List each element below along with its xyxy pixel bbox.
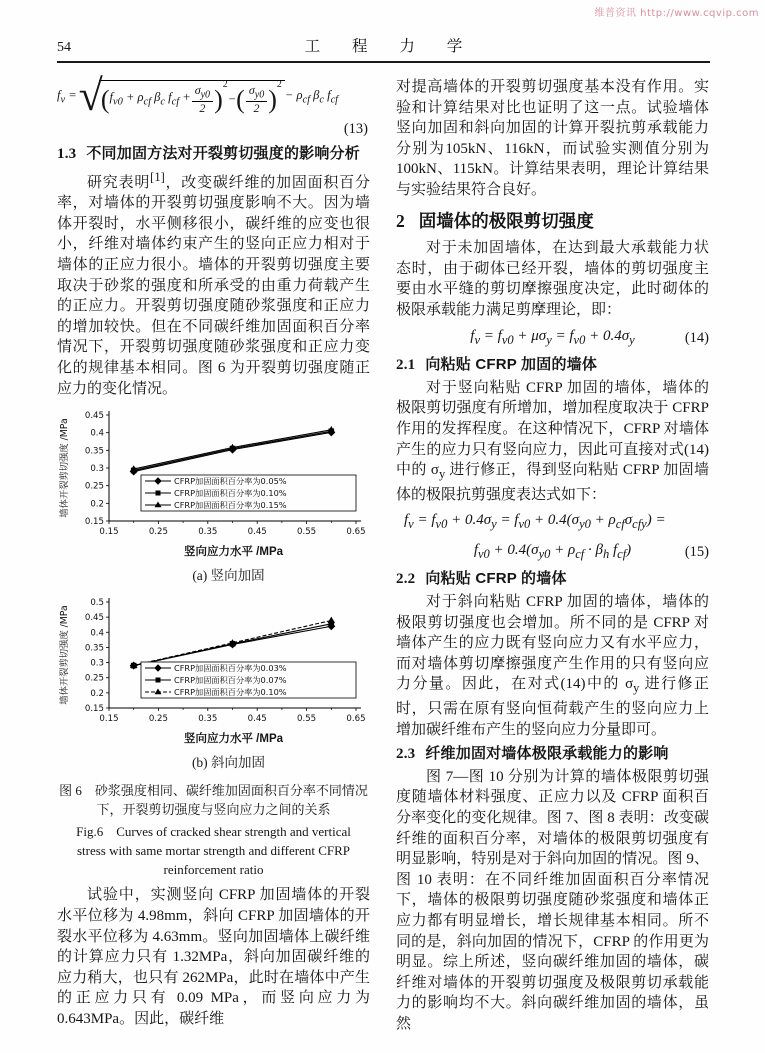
figure-6-caption-zh: 图 6 砂浆强度相同、碳纤维加固面积百分率不同情况下，开裂剪切强度与竖向应力之间的关系 xyxy=(59,783,368,818)
equation-13-number: (13) xyxy=(343,121,368,138)
page-header xyxy=(57,34,710,63)
frac-denominator: 2 xyxy=(253,100,260,115)
section-title: 向粘贴 CFRP 的墙体 xyxy=(425,570,567,588)
frac-numerator: $\sigma_{y0}$ xyxy=(192,84,213,102)
eq13-tail: − $\rho_{cf}$ $\beta_c$ $f_{cf}$ xyxy=(284,87,339,106)
section-title: 固墙体的极限剪切强度 xyxy=(418,210,594,231)
svg-text:0.25: 0.25 xyxy=(148,527,168,538)
paragraph: 研究表明[1]，改变碳纤维的加固面积百分率，对墙体的开裂剪切强度影响不大。因为墙体开裂时，水平侧移很小，碳纤维的应变也很小，纤维对墙体约束产生的竖向正应力相对于墙体的正应力很小。墙体的开裂剪切强度主要取决于砂浆的强度和所承受的由重力荷载产生的正应力。开裂剪切强度随砂浆强度和正应力的增加较快。但在不同碳纤维加固面积百分率情况下，开裂剪切强度随砂浆强度和正应力变化的规律基本相同。图 6 为开裂剪切强度随正应力的变化情况。 xyxy=(57,169,370,397)
fraction xyxy=(192,84,213,116)
svg-text:墙体开裂剪切强度 /MPa: 墙体开裂剪切强度 /MPa xyxy=(59,605,70,705)
section-number: 2.2 xyxy=(396,571,416,588)
figure-6-caption-en: Fig.6 Curves of cracked shear strength and vertical stress with same mortar strength and different CFRP reinforcement ratio xyxy=(76,824,351,878)
section-2-3-heading xyxy=(396,744,709,765)
close-paren: ) xyxy=(214,84,223,114)
chart-b-caption: (b) 斜向加固 xyxy=(191,754,266,770)
paragraph: 试验中，实测竖向 CFRP 加固墙体的开裂水平位移为 4.98mm，斜向 CFRP 加固墙体的开裂水平位移为 4.63mm。竖向加固墙体上碳纤维的计算应力只有 1.32MPa，斜向加固碳纤维的应力稍大，也只有 262MPa，此时在墙体中产生的正应力只有 0.09 MPa，而竖向应力为 0.643MPa。因此，碳纤维 xyxy=(57,887,370,1028)
svg-text:0.55: 0.55 xyxy=(297,714,317,725)
section-title: 向粘贴 CFRP 加固的墙体 xyxy=(425,356,598,374)
svg-text:CFRP加固面积百分率为0.05%: CFRP加固面积百分率为0.05% xyxy=(174,476,287,487)
svg-text:0.65: 0.65 xyxy=(346,714,366,725)
figure-6 xyxy=(57,407,370,879)
exponent: 2 xyxy=(276,79,282,91)
svg-text:CFRP加固面积百分率为0.10%: CFRP加固面积百分率为0.10% xyxy=(174,488,287,499)
svg-text:0.15: 0.15 xyxy=(99,714,119,725)
svg-text:0.2: 0.2 xyxy=(90,689,104,700)
eq15-line2: $f_{v0} + 0.4(\sigma_{y0} + \rho_{cf} \cdot \beta_h$ $f_{cf}$) xyxy=(473,541,632,561)
radical-sign: √ xyxy=(78,71,103,120)
eq15-line1: $f_v = f_{v0} + 0.4\sigma_y = f_{v0} + 0.4(\sigma_{y0} + \rho_{cf}\sigma_{cfy})$ = xyxy=(404,512,666,532)
svg-text:0.3: 0.3 xyxy=(90,464,104,475)
svg-text:0.25: 0.25 xyxy=(84,481,104,492)
chart-b-diagonal-reinforcement xyxy=(57,594,370,728)
equation-15-number: (15) xyxy=(684,543,709,560)
paragraph: 对于斜向粘贴 CFRP 加固的墙体，墙体的极限剪切强度也会增加。所不同的是 CFRP 对墙体产生的应力既有竖向应力又有水平应力，而对墙体剪切摩擦强度产生作用的只有竖向应力分量。因此，在对式(14)中的 $\sigma_y$ 进行修正时，只需在原有竖向恒荷载产生的竖向应力上增加碳纤维布产生的竖向应力分量即可。 xyxy=(396,594,709,738)
equation-15-line1 xyxy=(396,510,709,535)
svg-text:0.15: 0.15 xyxy=(84,517,104,528)
minus-sign: − xyxy=(227,92,237,107)
chart-a-caption: (a) 竖向加固 xyxy=(192,567,265,583)
section-number: 2 xyxy=(396,210,405,231)
section-title: 纤维加固对墙体极限承载能力的影响 xyxy=(425,745,669,763)
eq14-body: $f_v = f_{v0} + \mu\sigma_y = f_{v0} + 0.4\sigma_y$ xyxy=(470,327,635,347)
section-number: 2.1 xyxy=(396,357,416,374)
left-column xyxy=(57,71,370,1035)
svg-text:0.15: 0.15 xyxy=(84,704,104,715)
svg-text:0.45: 0.45 xyxy=(84,411,104,422)
paragraph: 图 7—图 10 分别为计算的墙体极限剪切强度随墙体材料强度、正应力以及 CFRP 面积百分率变化的变化规律。图 7、图 8 表明：改变碳纤维的面积百分率，对墙体的极限剪切强度有明显影响，特别是对于斜向加固的情况。图 9、图 10 表明：在不同纤维加固面积百分率情况下，墙体的极限剪切强度随砂浆强度和墙体正应力都有明显增长，增长规律基本相同。所不同的是，斜向加固的情况下，CFRP 的作用更为明显。综上所述，竖向碳纤维加固的墙体，碳纤维对墙体的开裂剪切强度及极限剪切承载能力的影响均不大。斜向碳纤维加固的墙体，虽然 xyxy=(396,768,709,1032)
svg-text:0.25: 0.25 xyxy=(148,714,168,725)
eq13-lhs: $f_v$ = xyxy=(57,87,77,106)
equation-13 xyxy=(57,71,370,120)
svg-text:0.35: 0.35 xyxy=(84,446,104,457)
page-number: 54 xyxy=(57,40,71,55)
paragraph: 对于未加固墙体，在达到最大承载能力状态时，由于砌体已经开裂，墙体的剪切强度主要由水平缝的剪切摩擦强度决定，此时砌体的极限承载能力满足剪摩理论，即： xyxy=(396,240,709,318)
sqrt-radical xyxy=(78,71,285,120)
paragraph: 对提高墙体的开裂剪切强度基本没有作用。实验和计算结果对比也证明了这一点。试验墙体竖向加固和斜向加固的计算开裂抗剪承载能力分别为105kN、116kN，而试验实测值分别为 100kN、115kN。计算结果表明，理论计算结果与实验结果符合良好。 xyxy=(396,79,709,198)
chart-a-wrap xyxy=(57,407,370,586)
equation-14-number: (14) xyxy=(684,329,709,346)
svg-text:0.25: 0.25 xyxy=(84,674,104,685)
chart-a-vertical-reinforcement xyxy=(57,407,370,541)
section-1-3-heading xyxy=(57,144,370,165)
open-paren: ( xyxy=(100,84,110,114)
svg-text:CFRP加固面积百分率为0.15%: CFRP加固面积百分率为0.15% xyxy=(174,500,287,511)
svg-text:0.35: 0.35 xyxy=(198,527,218,538)
close-paren: ) xyxy=(268,84,277,114)
right-column xyxy=(396,77,709,1035)
svg-text:0.45: 0.45 xyxy=(247,714,267,725)
chart-a-xlabel: 竖向应力水平 /MPa xyxy=(183,546,284,559)
svg-text:0.55: 0.55 xyxy=(297,527,317,538)
svg-text:0.15: 0.15 xyxy=(99,527,119,538)
journal-title: 工 程 力 学 xyxy=(304,38,477,55)
fraction xyxy=(246,84,267,116)
svg-text:CFRP加固面积百分率为0.10%: CFRP加固面积百分率为0.10% xyxy=(174,687,287,698)
frac-denominator: 2 xyxy=(199,100,206,115)
svg-text:墙体开裂剪切强度 /MPa: 墙体开裂剪切强度 /MPa xyxy=(59,418,70,518)
cqvip-watermark: 维普资讯 http://www.cqvip.com xyxy=(594,8,759,19)
frac-numerator: $\sigma_{y0}$ xyxy=(246,84,267,102)
svg-text:0.35: 0.35 xyxy=(198,714,218,725)
svg-text:0.4: 0.4 xyxy=(90,628,104,639)
svg-text:0.5: 0.5 xyxy=(90,598,104,609)
equation-15-line2 xyxy=(396,540,709,565)
exponent: 2 xyxy=(222,79,228,91)
svg-text:0.3: 0.3 xyxy=(90,658,104,669)
section-number: 1.3 xyxy=(57,145,77,162)
two-column-body xyxy=(57,71,710,1035)
section-2-1-heading xyxy=(396,355,709,376)
section-2-heading xyxy=(396,211,709,232)
svg-text:0.4: 0.4 xyxy=(90,428,104,439)
section-title: 不同加固方法对开裂剪切强度的影响分析 xyxy=(86,144,360,162)
svg-text:CFRP加固面积百分率为0.03%: CFRP加固面积百分率为0.03% xyxy=(174,663,287,674)
eq13-group1: $f_{v0} + \rho_{cf}$ $\beta_c$ $f_{cf}$ + xyxy=(109,89,191,108)
chart-b-xlabel: 竖向应力水平 /MPa xyxy=(183,733,284,746)
section-2-2-heading xyxy=(396,569,709,590)
section-number: 2.3 xyxy=(396,746,416,763)
equation-14 xyxy=(396,326,709,351)
svg-text:0.45: 0.45 xyxy=(84,613,104,624)
open-paren: ( xyxy=(236,84,245,114)
svg-text:CFRP加固面积百分率为0.07%: CFRP加固面积百分率为0.07% xyxy=(174,675,287,686)
radicand xyxy=(99,80,285,116)
svg-text:0.65: 0.65 xyxy=(346,527,366,538)
chart-b-wrap xyxy=(57,594,370,773)
paragraph: 对于竖向粘贴 CFRP 加固的墙体，墙体的极限剪切强度有所增加，增加程度取决于 CFRP 作用的发挥程度。在这种情况下，CFRP 对墙体产生的应力只有竖向应力，因此可直接对式(14)中的 $\sigma_y$ 进行修正，得到竖向粘贴 CFRP 加固墙体的极限抗剪强度表达式如下： xyxy=(396,379,709,503)
svg-text:0.35: 0.35 xyxy=(84,643,104,654)
svg-text:0.45: 0.45 xyxy=(247,527,267,538)
svg-text:0.2: 0.2 xyxy=(90,499,104,510)
